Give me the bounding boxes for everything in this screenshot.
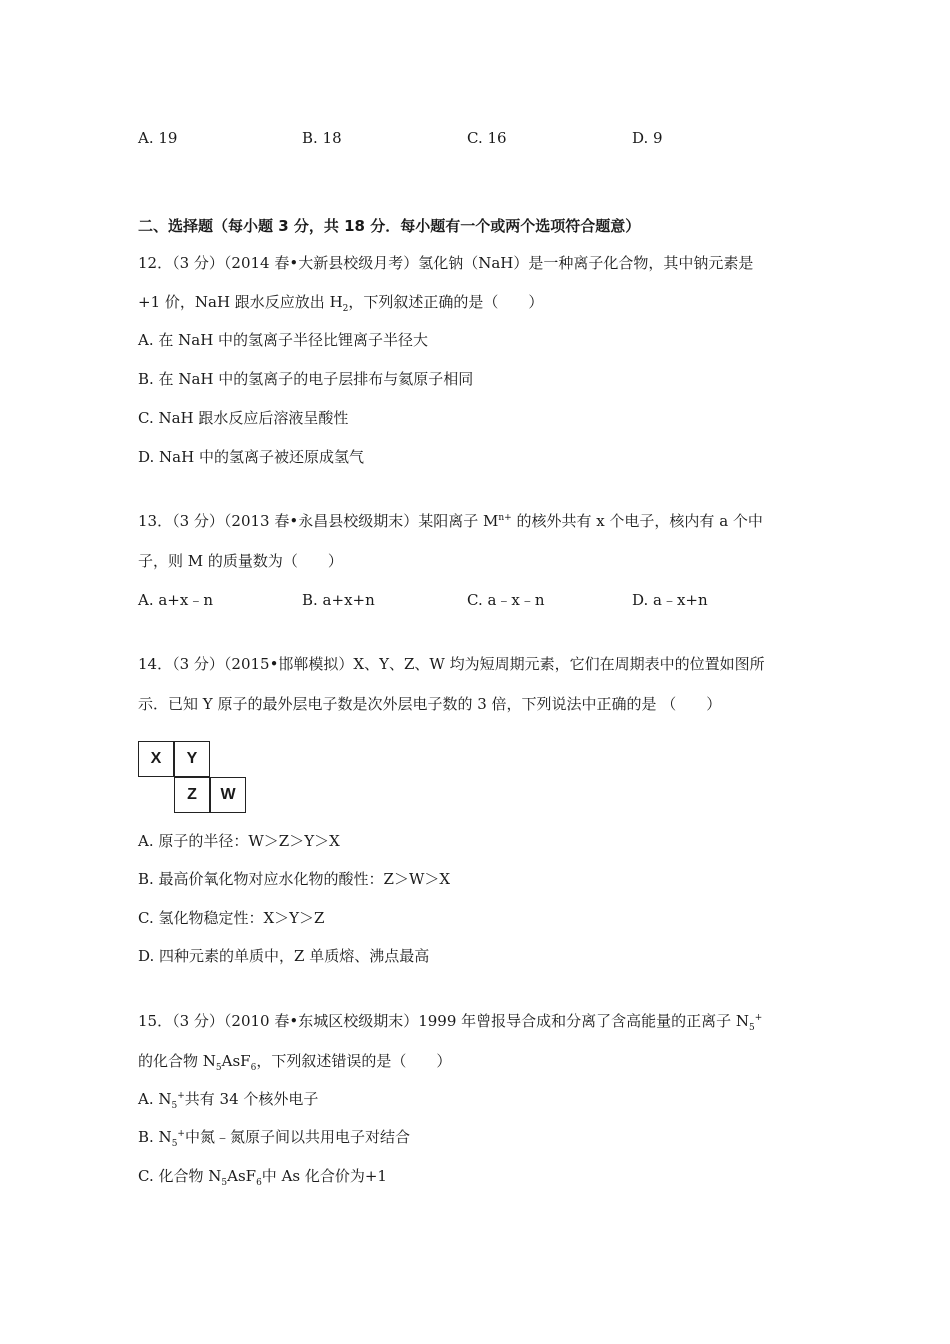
cell-w: W <box>210 777 246 813</box>
cell-z: Z <box>174 777 210 813</box>
q12-option-c: C. NaH 跟水反应后溶液呈酸性 <box>138 409 349 427</box>
q13-option-c: C. a﹣x﹣n <box>467 591 545 609</box>
q14-option-d: D. 四种元素的单质中，Z 单质熔、沸点最高 <box>138 947 430 965</box>
q15-option-c: C. 化合物 $N_5AsF_6$中 As 化合价为+1 <box>138 1167 387 1188</box>
q14-option-b: B. 最高价氧化物对应水化物的酸性：Z＞W＞X <box>138 870 451 888</box>
q11-option-b: B. 18 <box>302 129 342 147</box>
q13-option-d: D. a﹣x+n <box>632 591 708 609</box>
q12-option-b: B. 在 NaH 中的氢离子的电子层排布与氦原子相同 <box>138 370 474 388</box>
q12-stem-line2: +1 价，NaH 跟水反应放出 $H_2$，下列叙述正确的是（ ） <box>138 293 544 314</box>
q14-option-a: A. 原子的半径：W＞Z＞Y＞X <box>138 832 340 850</box>
q13-stem-line1: 13．（3 分）（2013 春•永昌县校级期末）某阳离子 $M^{n+}$ 的核外共有 x 个电子，核内有 a 个中 <box>138 512 763 530</box>
q15-option-a: A. $N_5^+$共有 34 个核外电子 <box>138 1090 319 1111</box>
q13-stem-line2: 子，则 M 的质量数为（ ） <box>138 552 343 570</box>
q11-option-c: C. 16 <box>467 129 507 147</box>
cell-x: X <box>138 741 174 777</box>
q11-option-a: A. 19 <box>138 129 178 147</box>
q14-stem-line2: 示．已知 Y 原子的最外层电子数是次外层电子数的 3 倍，下列说法中正确的是 （ ） <box>138 695 722 713</box>
q13-option-a: A. a+x﹣n <box>138 591 214 609</box>
cell-y: Y <box>174 741 210 777</box>
q11-option-d: D. 9 <box>632 129 663 147</box>
section-heading: 二、选择题（每小题 3 分，共 18 分．每小题有一个或两个选项符合题意） <box>138 217 641 235</box>
q14-stem-line1: 14．（3 分）（2015•邯郸模拟）X、Y、Z、W 均为短周期元素，它们在周期表中的位置如图所 <box>138 655 765 673</box>
q14-option-c: C. 氢化物稳定性：X＞Y＞Z <box>138 909 325 927</box>
q12-option-a: A. 在 NaH 中的氢离子半径比锂离子半径大 <box>138 331 429 349</box>
q12-option-d: D. NaH 中的氢离子被还原成氢气 <box>138 448 364 466</box>
q15-stem-line1: 15．（3 分）（2010 春•东城区校级期末）1999 年曾报导合成和分离了含高能量的正离子 $N_5^+$ <box>138 1012 763 1033</box>
q13-option-b: B. a+x+n <box>302 591 375 609</box>
q12-stem-line1: 12．（3 分）（2014 春•大新县校级月考）氢化钠（NaH）是一种离子化合物，其中钠元素是 <box>138 254 754 272</box>
q15-stem-line2: 的化合物 $N_5AsF_6$，下列叙述错误的是（ ） <box>138 1052 452 1073</box>
q15-option-b: B. $N_5^+$中氮﹣氮原子间以共用电子对结合 <box>138 1128 410 1149</box>
